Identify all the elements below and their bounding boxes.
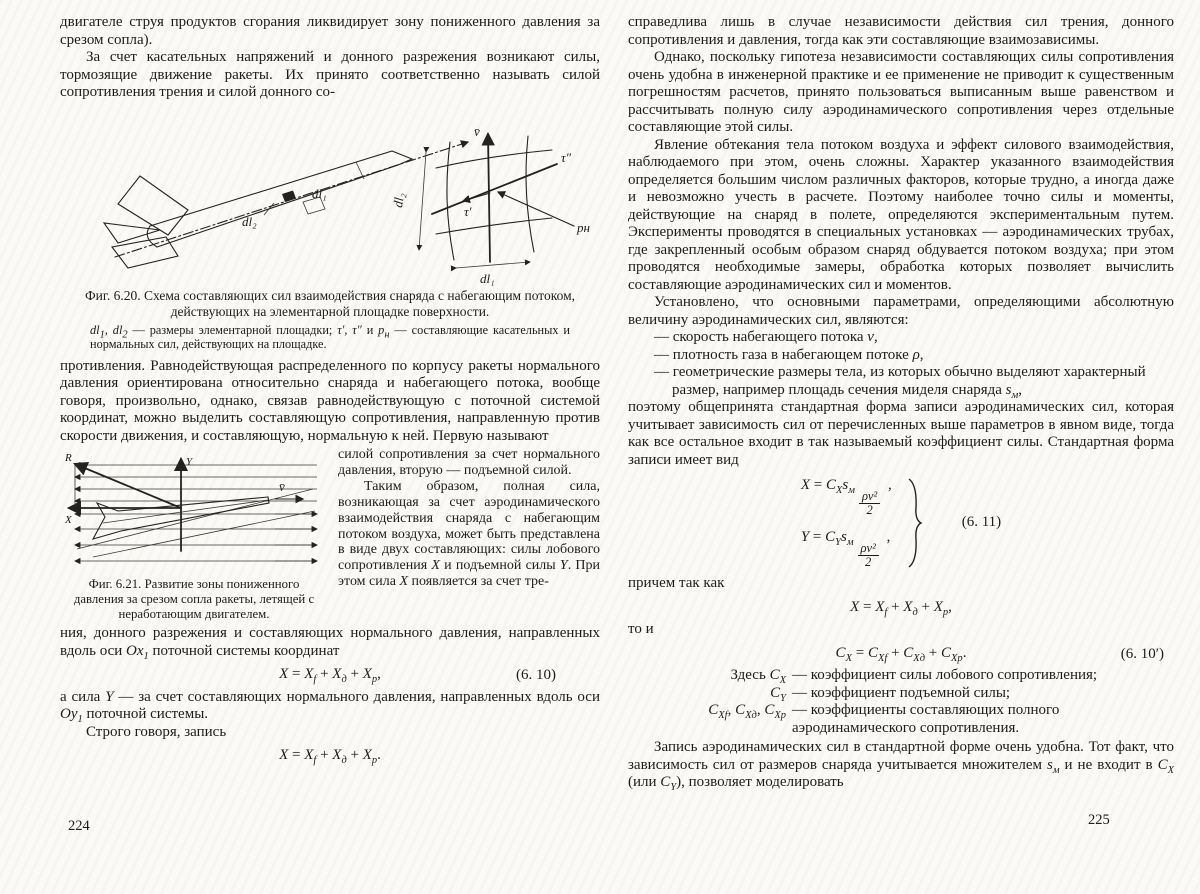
equation-x-repeat bbox=[60, 747, 600, 765]
dl2-dim-label: dl₂ bbox=[390, 191, 408, 208]
paragraph: Явление обтекания тела потоком воздуха и эффект силового взаимодействия, наблюдаемого при этом, очень сложны. Характер указанного взаимодействия определяется большим числом различных факторов, которые трудно, а иногда даже и невозможно учесть в расчете. Поэтому наиболее точно силы и моменты, действующие на снаряд в полете, определяются экспериментальным путем. Эксперименты проводятся в специальных установках — аэродинамических трубах, где закрепленный особым образом снаряд обдувается потоком воздуха; при этом проводятся необходимые замеры, обработка которых позволяет вычислить составляющие аэродинамических сил и моментов. bbox=[628, 136, 1174, 293]
paragraph: а сила Y — за счет составляющих нормального давления, направленных вдоль оси $Oy_1$ поточной системы. bbox=[60, 688, 600, 725]
patch-left-edge bbox=[447, 142, 454, 260]
parameter-list bbox=[628, 329, 1174, 399]
paragraph: Запись аэродинамических сил в стандартной форме очень удобна. Тот факт, что зависимость сил от размеров снаряда учитывается множителем $s_м$ и не входит в $C_X$ (или $C_Y$), позволяет моделировать bbox=[628, 739, 1175, 793]
figure-6-21-streamlines bbox=[63, 451, 325, 575]
paragraph: то и bbox=[628, 621, 654, 637]
paragraph: поэтому общепринята стандартная форма записи аэродинамических сил, которая учитывает зависимость сил от перечисленных выше параметров в явном виде, тогда как все остальное входит в так называемый коэффициент силы. Стандартная форма записи имеет вид bbox=[628, 399, 1174, 468]
nose-cone-base bbox=[356, 162, 364, 179]
figure-6-21-caption: Фиг. 6.21. Развитие зоны пониженного давления за срезом сопла ракеты, летящей с неработающим двигателем. bbox=[73, 577, 315, 621]
equation-body: $X = X_f + X_д + X_p$. bbox=[279, 747, 381, 766]
definition-desc: — коэффициент подъемной силы; bbox=[792, 684, 1011, 701]
dl1-body-label: dl₁ bbox=[312, 185, 327, 201]
figure-6-20-caption: Фиг. 6.20. Схема составляющих сил взаимодействия снаряда с набегающим потоком, действующих на элементарной площадке поверхности. bbox=[84, 287, 576, 319]
equation-number: (6. 10) bbox=[516, 667, 556, 683]
velocity-label: v̄ bbox=[279, 479, 285, 494]
y-axis-label: Y bbox=[186, 456, 193, 468]
page-left bbox=[60, 14, 600, 770]
patch-vertical-axis bbox=[488, 134, 490, 262]
paragraph: За счет касательных напряжений и донного разрежения возникают силы, тормозящие движение ракеты. Их принято соответственно называть силой сопротивления трения и силой донного со- bbox=[60, 49, 600, 100]
paragraph: Строго говоря, запись bbox=[86, 723, 227, 740]
figure-6-21-block bbox=[60, 449, 328, 625]
equation-6-10 bbox=[60, 666, 600, 684]
definition-term: $C_Y$ bbox=[770, 684, 786, 704]
leader-line bbox=[264, 203, 274, 215]
figure-6-20-rocket-surface-element bbox=[60, 104, 600, 286]
figure-text-wrap bbox=[60, 447, 600, 625]
paragraph: Установлено, что основными параметрами, определяющими абсолютную величину аэродинамических сил, являются: bbox=[628, 294, 1174, 328]
wake-line bbox=[93, 511, 315, 557]
definition-term: Здесь $C_X$ bbox=[730, 667, 786, 686]
paragraph: ния, донного разрежения и составляющих нормального давления, направленных вдоль оси $Ox_1$ поточной системы координат bbox=[60, 625, 600, 662]
system-brace bbox=[906, 477, 922, 569]
list-item: — плотность газа в набегающем потоке ρ, bbox=[654, 346, 924, 363]
paragraph: двигателе струя продуктов сгорания ликвидирует зону пониженного давления за срезом сопла). bbox=[60, 14, 600, 48]
equation-number: (6. 11) bbox=[961, 514, 1002, 531]
paragraph: причем так как bbox=[628, 575, 725, 591]
equation-x-sum bbox=[628, 599, 1174, 617]
list-item: — геометрические размеры тела, из которых обычно выделяют характерный размер, например площадь сечения миделя снаряда $s_м$, bbox=[654, 364, 1146, 401]
paragraph: противления. Равнодействующая распределенного по корпусу ракеты нормального давления ориентирована относительно снаряда и набегающего потока, вообще говоря, произвольно, однако, связав равнодействующую с поточной системой координат, можно выделить составляющую сопротивления, направленную против скорости движения, и составляющую, нормальную к ней. Первую называют bbox=[60, 357, 600, 444]
equation-y: $Y = C_Ys_м$ $\frac{\text{ρv²}}{2}$ , bbox=[800, 529, 891, 569]
coefficient-definitions bbox=[628, 667, 1174, 737]
definition-desc: — коэффициент силы лобового сопротивления; bbox=[792, 667, 1098, 683]
pn-label: pн bbox=[577, 219, 590, 235]
figure-6-20-note: $dl_1$, $dl_2$ — размеры элементарной площадки; τ′, τ″ и $p_н$ — составляющие касательных и нормальных сил, действующих на площадке. bbox=[90, 322, 571, 351]
tau-dprime-label: τ″ bbox=[561, 149, 572, 165]
rocket-axis bbox=[103, 500, 268, 523]
equation-6-11 bbox=[628, 477, 1174, 569]
dl1-dimension bbox=[456, 262, 530, 268]
rocket-nose bbox=[392, 151, 412, 165]
tau-prime-arrow bbox=[463, 193, 490, 201]
paragraph: Таким образом, полная сила, возникающая за счет аэродинамического взаимодействия снаряда с набегающим потоком воздуха, может быть представлена в виде двух составляющих: силы лобового сопротивления X и подъемной силы Y. При этом сила X появляется за счет тре- bbox=[338, 478, 600, 590]
patch-right-edge bbox=[526, 136, 534, 252]
tau-dprime-line bbox=[432, 164, 557, 214]
equation-body: $X = X_f + X_д + X_p$, bbox=[279, 666, 381, 685]
equation-number: (6. 10′) bbox=[1120, 645, 1164, 662]
definition-row bbox=[628, 685, 1174, 703]
paragraph: силой сопротивления за счет нормального давления, вторую — подъемной силой. bbox=[338, 447, 600, 478]
dl2-dimension bbox=[419, 152, 426, 250]
list-item: — скорость набегающего потока v, bbox=[654, 329, 878, 345]
patch-bottom-edge bbox=[436, 218, 552, 234]
x-axis-label: X bbox=[65, 514, 72, 526]
tau-prime-label: τ′ bbox=[464, 203, 472, 219]
equation-6-10-prime bbox=[628, 645, 1174, 663]
page-right bbox=[628, 14, 1174, 792]
equation-body: $X = X_f + X_д + X_p$, bbox=[850, 598, 952, 618]
dl1-dim-label: dl₁ bbox=[480, 270, 495, 286]
page-number-right: 225 bbox=[1088, 812, 1110, 828]
equation-x: $X = C_Xs_м$ $\frac{\text{ρv²}}{2}$ , bbox=[800, 477, 892, 517]
paragraph: Однако, поскольку гипотеза независимости составляющих силы сопротивления очень удобна в инженерной практике и ее применение не приводит к существенным погрешностям расчетов, принято пользоваться выписанным выше равенством и рассчитывать полную силу аэродинамического сопротивления через отдельные составляющие этой силы. bbox=[628, 49, 1174, 135]
definition-row bbox=[628, 667, 1174, 685]
dl2-body-label: dl₂ bbox=[242, 213, 257, 229]
definition-row bbox=[628, 702, 1174, 737]
definition-desc: — коэффициенты составляющих полного аэродинамического сопротивления. bbox=[792, 702, 1060, 736]
definition-term: $C_{Xf}$, $C_{Xд}$, $C_{Xp}$ bbox=[708, 702, 786, 721]
velocity-label: v̄ bbox=[474, 123, 480, 139]
resultant-label: R bbox=[65, 452, 72, 464]
patch-top-edge bbox=[436, 150, 552, 168]
equation-body: $C_X = C_{Xf} + C_{Xд} + C_{Xp}$. bbox=[835, 644, 967, 664]
pn-arrow bbox=[498, 192, 574, 226]
rocket-body-bottom bbox=[157, 165, 398, 247]
equation-system bbox=[801, 477, 892, 569]
page-number-left: 224 bbox=[68, 818, 90, 834]
paragraph: справедлива лишь в случае независимости действия сил трения, донного сопротивления и давления, тогда как эти составляющие взаимозависимы. bbox=[628, 14, 1174, 48]
